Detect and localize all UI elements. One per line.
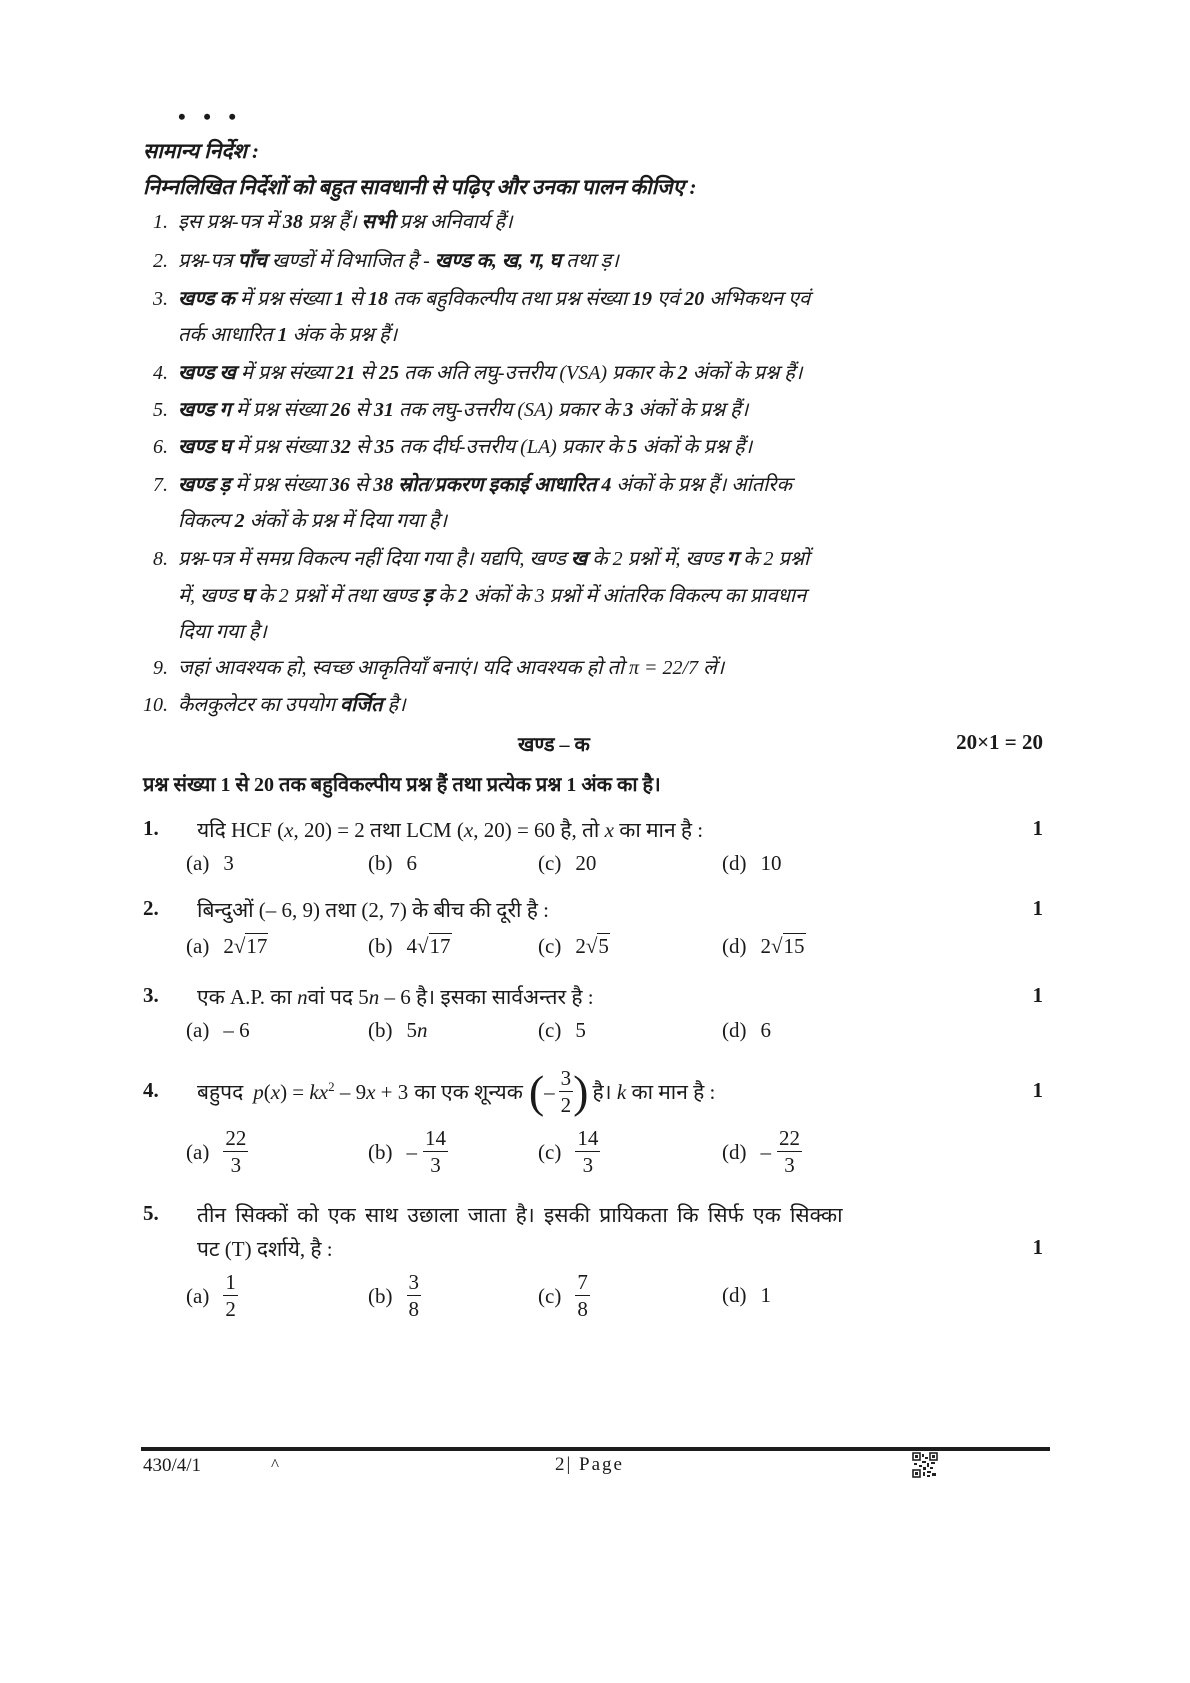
instruction-item-7: 7. खण्ड ड़ में प्रश्न संख्या 36 से 38 स्रोत/प्रकरण इकाई आधारित 4 अंकों के प्रश्न हैं। आंतरिक xyxy=(130,470,792,497)
right-paren: ) xyxy=(573,1066,589,1117)
question-4-number: 4. xyxy=(143,1078,159,1102)
fraction: $\frac{14}{3}$ xyxy=(577,1126,599,1177)
question-2-option-c: (c) 2√5 xyxy=(538,934,609,958)
item-number: 2. xyxy=(153,250,168,272)
question-5-text-line1: तीन सिक्कों को एक साथ उछाला जाता है। इसकी प्रायिकता कि सिर्फ एक सिक्का xyxy=(197,1203,843,1227)
question-5-marks: 1 xyxy=(1032,1235,1043,1259)
question-3-option-d: (d) 6 xyxy=(722,1018,771,1042)
question-2-text: बिन्दुओं (– 6, 9) तथा (2, 7) के बीच की दूरी है : xyxy=(197,898,549,922)
question-3-option-a: (a) – 6 xyxy=(186,1018,250,1042)
question-4-text: बहुपद $p(x) = kx^2 - 9x + 3$ का एक शून्यक ( – $\frac{3}{2}$ ) है। k का मान है : xyxy=(197,1066,716,1117)
instruction-item-7-cont: विकल्प 2 अंकों के प्रश्न में दिया गया है। xyxy=(178,510,448,532)
question-1-option-c: (c) 20 xyxy=(538,851,597,875)
item-number: 10. xyxy=(143,694,168,716)
instruction-item-4: 4. खण्ड ख में प्रश्न संख्या 21 से 25 तक अति लघु-उत्तरीय (VSA) प्रकार के 2 अंकों के प्रश्न हैं। xyxy=(130,358,802,385)
instruction-item-9: 9. जहां आवश्यक हो, स्वच्छ आकृतियाँ बनाएं। यदि आवश्यक हो तो π = 22/7 लें। xyxy=(130,653,724,680)
item-number: 4. xyxy=(153,362,168,384)
item-number: 3. xyxy=(153,288,168,310)
question-4-option-a: (a) $\frac{22}{3}$ xyxy=(186,1126,247,1177)
question-5-option-b: (b) $\frac{3}{8}$ xyxy=(368,1270,419,1321)
question-4-option-c: (c) $\frac{14}{3}$ xyxy=(538,1126,599,1177)
question-3-text: एक A.P. का nवां पद 5n – 6 है। इसका सार्वअन्तर है : xyxy=(197,985,594,1009)
caret-mark: ^ xyxy=(271,1455,279,1474)
item-number: 6. xyxy=(153,436,168,458)
instruction-item-6: 6. खण्ड घ में प्रश्न संख्या 32 से 35 तक दीर्घ-उत्तरीय (LA) प्रकार के 5 अंकों के प्रश्न हैं। xyxy=(130,432,752,459)
instruction-item-2: 2. प्रश्न-पत्र पाँच खण्डों में विभाजित है - खण्ड क, ख, ग, घ तथा ड़। xyxy=(130,246,619,273)
question-4-marks: 1 xyxy=(1032,1078,1043,1102)
section-marks: 20×1 = 20 xyxy=(956,730,1043,754)
question-1-number: 1. xyxy=(143,816,159,840)
sqrt-symbol: √15 xyxy=(771,934,805,958)
instruction-item-8: 8. प्रश्न-पत्र में समग्र विकल्प नहीं दिया गया है। यद्यपि, खण्ड ख के 2 प्रश्नों में, खण्ड ग के 2 प्रश्नों xyxy=(130,544,809,571)
question-5-option-a: (a) $\frac{1}{2}$ xyxy=(186,1270,236,1321)
item-number: 5. xyxy=(153,399,168,421)
page-number: 2| Page xyxy=(555,1454,624,1475)
instruction-item-8-cont: में, खण्ड घ के 2 प्रश्नों में तथा खण्ड ड़ के 2 अंकों के 3 प्रश्नों में आंतरिक विकल्प का प्रावधान xyxy=(178,585,807,607)
question-2-option-a: (a) 2√17 xyxy=(186,934,268,958)
question-3-number: 3. xyxy=(143,983,159,1007)
question-5-number: 5. xyxy=(143,1201,159,1225)
question-2-option-d: (d) 2√15 xyxy=(722,934,805,958)
fraction: $\frac{1}{2}$ xyxy=(225,1270,236,1321)
polynomial-formula: $p(x) = kx^2 - 9x + 3$ xyxy=(253,1079,409,1104)
mcq-intro: प्रश्न संख्या 1 से 20 तक बहुविकल्पीय प्रश्न हैं तथा प्रत्येक प्रश्न 1 अंक का है। xyxy=(143,774,661,796)
section-heading: खण्ड – क xyxy=(518,734,590,756)
question-3-marks: 1 xyxy=(1032,983,1043,1007)
instruction-item-5: 5. खण्ड ग में प्रश्न संख्या 26 से 31 तक लघु-उत्तरीय (SA) प्रकार के 3 अंकों के प्रश्न हैं। xyxy=(130,395,748,422)
question-5-text-line2: पट (T) दर्शाये, है : xyxy=(197,1237,333,1261)
item-number: 7. xyxy=(153,474,168,496)
item-number: 9. xyxy=(153,657,168,679)
question-2-option-b: (b) 4√17 xyxy=(368,934,451,958)
question-1-option-a: (a) 3 xyxy=(186,851,234,875)
fraction: $\frac{22}{3}$ xyxy=(225,1126,247,1177)
question-4-option-d: (d) – $\frac{22}{3}$ xyxy=(722,1126,800,1177)
question-1-marks: 1 xyxy=(1032,816,1043,840)
qr-code-icon xyxy=(912,1452,938,1478)
question-5-option-d: (d) 1 xyxy=(722,1283,771,1307)
instruction-item-1: 1. इस प्रश्न-पत्र में 38 प्रश्न हैं। सभी प्रश्न अनिवार्य हैं। xyxy=(130,207,513,234)
question-2-marks: 1 xyxy=(1032,896,1043,920)
question-2-number: 2. xyxy=(143,896,159,920)
question-1-text: यदि HCF (x, 20) = 2 तथा LCM (x, 20) = 60 है, तो x का मान है : xyxy=(197,818,704,842)
fraction: $\frac{14}{3}$ xyxy=(425,1126,446,1177)
fraction: $\frac{3}{2}$ xyxy=(560,1066,572,1117)
general-instructions-title: सामान्य निर्देश : xyxy=(143,139,260,163)
instruction-item-3: 3. खण्ड क में प्रश्न संख्या 1 से 18 तक बहुविकल्पीय तथा प्रश्न संख्या 19 एवं 20 अभिकथन एवं xyxy=(130,284,810,311)
item-number: 1. xyxy=(153,211,168,233)
sqrt-symbol: √17 xyxy=(417,934,451,958)
footer-divider xyxy=(141,1447,1050,1451)
question-1-option-d: (d) 10 xyxy=(722,851,782,875)
fraction: $\frac{7}{8}$ xyxy=(577,1270,588,1321)
sqrt-symbol: √17 xyxy=(233,934,268,958)
question-3-option-b: (b) 5n xyxy=(368,1018,428,1042)
instruction-item-3-cont: तर्क आधारित 1 अंक के प्रश्न हैं। xyxy=(178,324,398,346)
item-number: 8. xyxy=(153,548,168,570)
question-5-option-c: (c) $\frac{7}{8}$ xyxy=(538,1270,588,1321)
sqrt-symbol: √5 xyxy=(585,934,609,958)
header-dots: • • • xyxy=(178,104,243,129)
fraction: $\frac{3}{8}$ xyxy=(408,1270,419,1321)
general-instructions-intro: निम्नलिखित निर्देशों को बहुत सावधानी से पढ़िए और उनका पालन कीजिए : xyxy=(143,175,697,199)
paper-code: 430/4/1 xyxy=(143,1455,202,1476)
instruction-item-8-cont2: दिया गया है। xyxy=(178,621,267,643)
question-1-option-b: (b) 6 xyxy=(368,851,417,875)
question-4-option-b: (b) – $\frac{14}{3}$ xyxy=(368,1126,446,1177)
fraction: $\frac{22}{3}$ xyxy=(779,1126,800,1177)
question-3-option-c: (c) 5 xyxy=(538,1018,586,1042)
instruction-item-10: 10. कैलकुलेटर का उपयोग वर्जित है। xyxy=(130,690,406,717)
left-paren: ( xyxy=(528,1066,545,1117)
